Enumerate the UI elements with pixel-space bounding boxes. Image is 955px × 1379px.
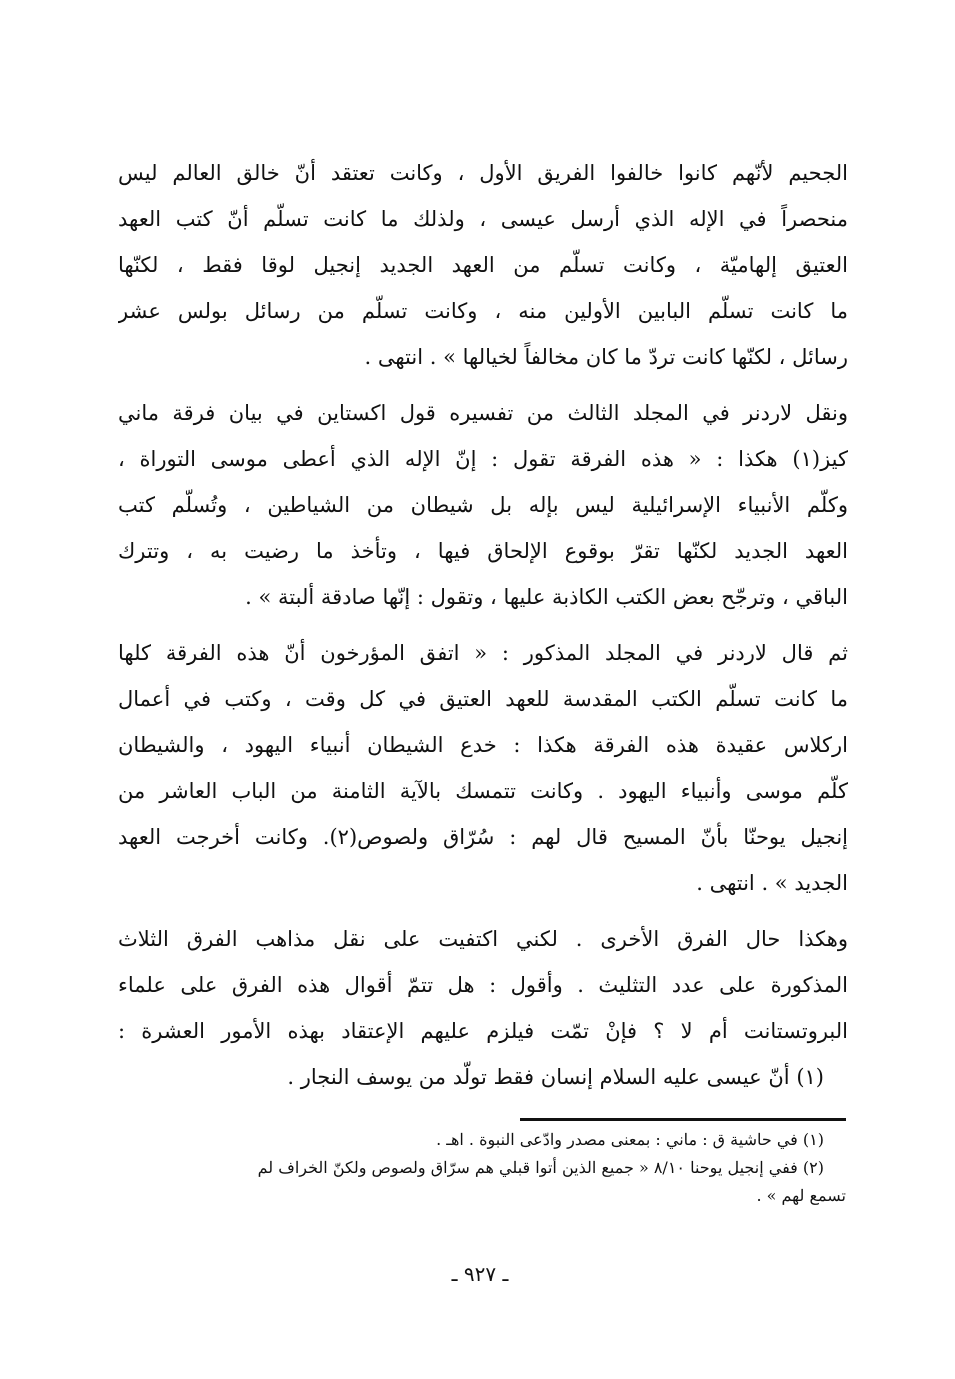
text-line: الجحيم لأنّهم كانوا خالفوا الفريق الأول ، وكانت تعتقد أنّ خالق العالم ليس bbox=[118, 161, 848, 185]
text-line: اركلاس عقيدة هذه الفرقة هكذا : خدع الشيطان أنبياء اليهود ، والشيطان bbox=[118, 733, 848, 757]
text-line: كيز(١) هكذا : « هذه الفرقة تقول : إنّ الإله الذي أعطى موسى التوراة ، bbox=[118, 447, 848, 471]
footnote-separator bbox=[520, 1118, 846, 1121]
text-line: الباقي ، وترجّح بعض الكتب الكاذبة عليها ، وتقول : إنّها صادقة ألبتة » . bbox=[245, 585, 848, 609]
paragraph bbox=[118, 390, 848, 620]
text-line: رسائل ، لكنّها كانت تردّ ما كان مخالفاً لخيالها » . انتهى . bbox=[364, 345, 848, 369]
footnotes bbox=[118, 1126, 846, 1210]
text-line: ثم قال لاردنر في المجلد المذكور : « اتفق المؤرخون أنّ هذه الفرقة كلها bbox=[118, 641, 848, 665]
text-line: ما كانت تسلّم الكتب المقدسة للعهد العتيق في كل وقت ، وكتب في أعمال bbox=[118, 687, 848, 711]
text-line: كلّم موسى وأنبياء اليهود . وكانت تتمسك بالآية الثامنة من الباب العاشر من bbox=[118, 779, 848, 803]
footnote-1: (١) في حاشية ق : ماني : بمعنى مصدر وادّعى النبوة . اهـ . bbox=[436, 1130, 824, 1149]
text-line: إنجيل يوحنّا بأنّ المسيح قال لهم : سُرّاق ولصوص(٢). وكانت أخرجت العهد bbox=[118, 825, 848, 849]
footnote-2: (٢) ففي إنجيل يوحنا ٨/١٠ « جميع الذين أتوا قبلي هم سرّاق ولصوص ولكنّ الخراف لم bbox=[257, 1158, 824, 1177]
text-line: وهكذا حال الفرق الأخرى . لكني اكتفيت على نقل مذاهب الفرق الثلاث bbox=[118, 927, 848, 951]
paragraph bbox=[118, 630, 848, 906]
footnote-2-continuation: تسمع لهم » . bbox=[756, 1186, 846, 1205]
main-text bbox=[118, 150, 848, 1110]
text-line: ونقل لاردنر في المجلد الثالث من تفسيره قول اكستاين في بيان فرقة ماني bbox=[118, 401, 848, 425]
text-line: منحصراً في الإله الذي أرسل عيسى ، ولذلك ما كانت تسلّم أنّ كتب العهد bbox=[118, 207, 848, 231]
page-number: ـ ٩٢٧ ـ bbox=[451, 1262, 509, 1286]
text-line: المذكورة على عدد التثليث . وأقول : هل تتمّ أقوال هذه الفرق على علماء bbox=[118, 973, 848, 997]
text-line: الجديد » . انتهى . bbox=[696, 871, 848, 895]
paragraph bbox=[118, 916, 848, 1100]
text-line: العهد الجديد لكنّها تقرّ بوقوع الإلحاق فيها ، وتأخذ ما رضيت به ، وتترك bbox=[118, 539, 848, 563]
text-line: العتيق إلهاميّة ، وكانت تسلّم من العهد الجديد إنجيل لوقا فقط ، لكنّها bbox=[118, 253, 848, 277]
text-line: ما كانت تسلّم البابين الأولين منه ، وكانت تسلّم من رسائل بولس عشر bbox=[118, 299, 848, 323]
text-line: وكلّم الأنبياء الإسرائيلية ليس بإله بل شيطان من الشياطين ، وتُسلّم كتب bbox=[118, 493, 848, 517]
paragraph bbox=[118, 150, 848, 380]
text-line: البروتستانت أم لا ؟ فإنْ تمّت فيلزم عليهم الإعتقاد بهذه الأمور العشرة : bbox=[118, 1019, 848, 1043]
list-item: (١) أنّ عيسى عليه السلام إنسان فقط تولّد من يوسف النجار . bbox=[287, 1065, 824, 1089]
